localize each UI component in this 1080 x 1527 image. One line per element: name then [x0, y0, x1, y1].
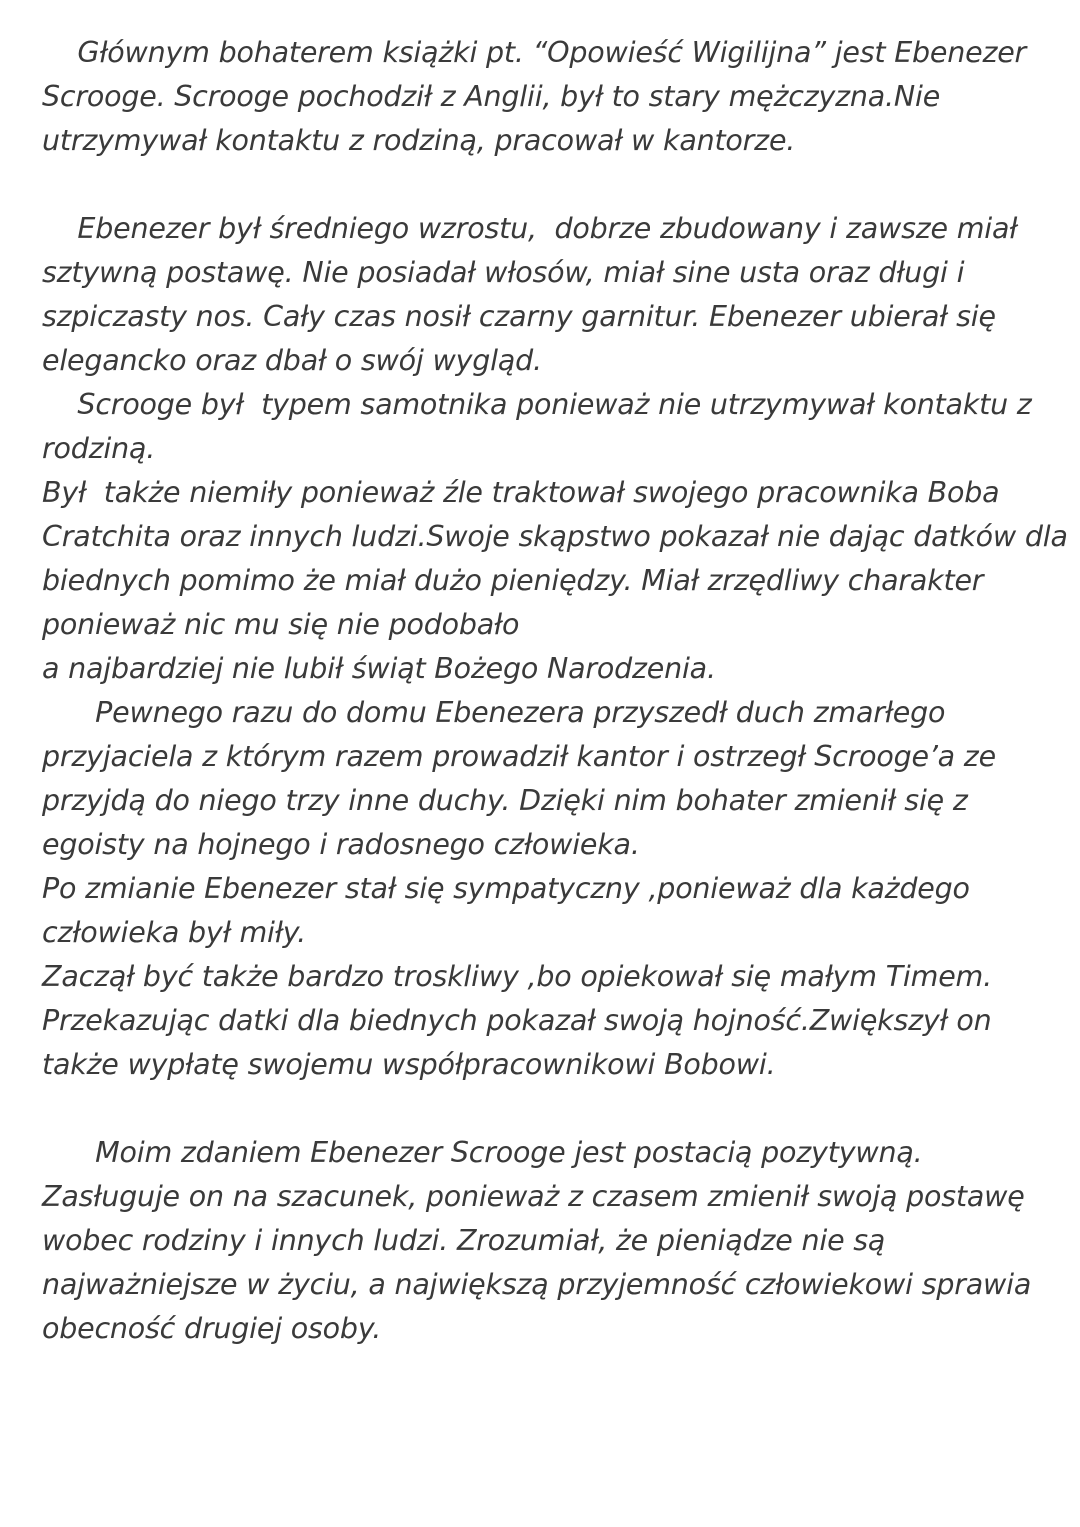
text-line: Głównym bohaterem książki pt. “Opowieść Wigilijna” jest Ebenezer	[42, 36, 1027, 69]
text-line: biednych pomimo że miał dużo pieniędzy. Miał zrzędliwy charakter	[42, 564, 984, 597]
text-line: przyjdą do niego trzy inne duchy. Dzięki nim bohater zmienił się z	[42, 784, 968, 817]
text-line: także wypłatę swojemu współpracownikowi Bobowi.	[42, 1048, 776, 1081]
text-line: przyjaciela z którym razem prowadził kantor i ostrzegł Scrooge’a ze	[42, 740, 996, 773]
text-line: utrzymywał kontaktu z rodziną, pracował w kantorze.	[42, 124, 796, 157]
text-line: Zasługuje on na szacunek, ponieważ z czasem zmienił swoją postawę	[42, 1180, 1025, 1213]
text-line: najważniejsze w życiu, a największą przyjemność człowiekowi sprawia	[42, 1268, 1032, 1301]
text-line: rodziną.	[42, 432, 156, 465]
text-line: Pewnego razu do domu Ebenezera przyszedł duch zmarłego	[42, 696, 946, 729]
paragraph-description	[42, 207, 1068, 1087]
text-line: elegancko oraz dbał o swój wygląd.	[42, 344, 542, 377]
text-line: ponieważ nic mu się nie podobało	[42, 608, 520, 641]
paragraph-spacer	[42, 1087, 1052, 1131]
text-line: Przekazując datki dla biednych pokazał swoją hojność.Zwiększył on	[42, 1004, 992, 1037]
text-line: Zaczął być także bardzo troskliwy ,bo opiekował się małym Timem.	[42, 960, 992, 993]
text-line: obecność drugiej osoby.	[42, 1312, 382, 1345]
document-body	[42, 31, 1068, 1351]
text-line: sztywną postawę. Nie posiadał włosów, miał sine usta oraz długi i	[42, 256, 965, 289]
text-line: człowieka był miły.	[42, 916, 307, 949]
text-line: Ebenezer był średniego wzrostu, dobrze zbudowany i zawsze miał	[42, 212, 1018, 245]
text-line: Scrooge był typem samotnika ponieważ nie utrzymywał kontaktu z	[42, 388, 1032, 421]
paragraph-conclusion	[42, 1131, 1052, 1351]
paragraph-intro	[42, 31, 1052, 163]
text-line: Był także niemiły ponieważ źle traktował swojego pracownika Boba	[42, 476, 1000, 509]
paragraph-spacer	[42, 163, 1052, 207]
text-line: szpiczasty nos. Cały czas nosił czarny garnitur. Ebenezer ubierał się	[42, 300, 996, 333]
text-line: egoisty na hojnego i radosnego człowieka.	[42, 828, 640, 861]
text-line: wobec rodziny i innych ludzi. Zrozumiał, że pieniądze nie są	[42, 1224, 886, 1257]
text-line: Cratchita oraz innych ludzi.Swoje skąpstwo pokazał nie dając datków dla	[42, 520, 1068, 553]
text-line: Po zmianie Ebenezer stał się sympatyczny ,ponieważ dla każdego	[42, 872, 970, 905]
text-line: Moim zdaniem Ebenezer Scrooge jest postacią pozytywną.	[42, 1136, 923, 1169]
text-line: a najbardziej nie lubił świąt Bożego Narodzenia.	[42, 652, 716, 685]
text-line: Scrooge. Scrooge pochodził z Anglii, był to stary mężczyzna.Nie	[42, 80, 941, 113]
